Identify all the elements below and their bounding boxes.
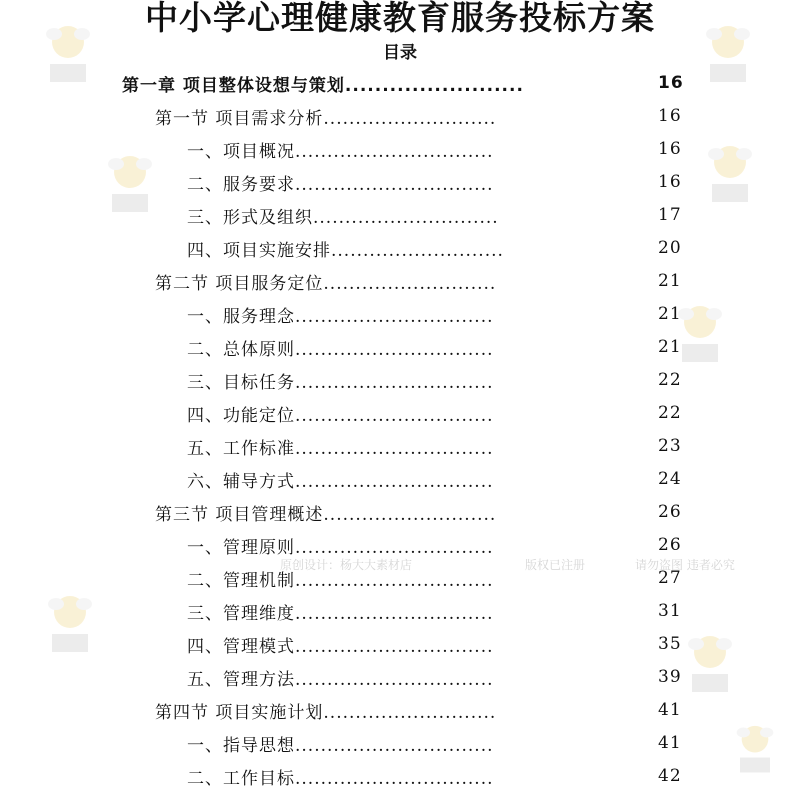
toc-section-entry[interactable]: [0, 101, 800, 131]
toc-item-entry[interactable]: [0, 233, 800, 263]
document-title: 中小学心理健康教育服务投标方案: [145, 0, 655, 37]
toc-page-number: 39: [658, 667, 682, 687]
toc-page-number: 16: [658, 106, 682, 126]
toc-entry-label: 一、管理原则...............................: [187, 537, 494, 558]
toc-entry-label: 三、目标任务...............................: [187, 372, 494, 393]
toc-page-number: 20: [658, 238, 682, 258]
toc-page-number: 16: [658, 73, 684, 93]
toc-entry-label: 二、工作目标...............................: [187, 768, 494, 789]
toc-page-number: 21: [658, 271, 682, 291]
toc-page-number: 21: [658, 304, 682, 324]
watermark-notice: 原创设计：杨大大素材店: [280, 558, 413, 572]
toc-item-entry[interactable]: [0, 464, 800, 494]
toc-item-entry[interactable]: [0, 629, 800, 659]
toc-page-number: 24: [658, 469, 682, 489]
toc-item-entry[interactable]: [0, 596, 800, 626]
toc-item-entry[interactable]: [0, 530, 800, 560]
toc-item-entry[interactable]: [0, 332, 800, 362]
toc-item-entry[interactable]: [0, 167, 800, 197]
toc-item-entry[interactable]: [0, 200, 800, 230]
toc-item-entry[interactable]: [0, 365, 800, 395]
toc-item-entry[interactable]: [0, 563, 800, 593]
toc-page-number: 26: [658, 535, 682, 555]
toc-item-entry[interactable]: [0, 431, 800, 461]
toc-page-number: 26: [658, 502, 682, 522]
toc-page-number: 16: [658, 139, 682, 159]
toc-page-number: 42: [658, 766, 682, 786]
toc-chapter-entry[interactable]: [0, 68, 800, 98]
toc-entry-label: 六、辅导方式...............................: [187, 471, 494, 492]
toc-entry-label: 第三节 项目管理概述...........................: [155, 504, 497, 525]
toc-page-number: 22: [658, 403, 682, 423]
toc-entry-label: 第一章 项目整体设想与策划........................: [122, 75, 524, 96]
toc-section-entry[interactable]: [0, 497, 800, 527]
toc-page-number: 41: [658, 733, 682, 753]
toc-page-number: 35: [658, 634, 682, 654]
toc-section-entry[interactable]: [0, 266, 800, 296]
toc-item-entry[interactable]: [0, 662, 800, 692]
toc-entry-label: 五、管理方法...............................: [187, 669, 494, 690]
toc-entry-label: 二、管理机制...............................: [187, 570, 494, 591]
toc-page-number: 21: [658, 337, 682, 357]
toc-entry-label: 第一节 项目需求分析...........................: [155, 108, 497, 129]
toc-item-entry[interactable]: [0, 728, 800, 758]
toc-entry-label: 四、管理模式...............................: [187, 636, 494, 657]
toc-entry-label: 五、工作标准...............................: [187, 438, 494, 459]
toc-entry-label: 一、服务理念...............................: [187, 306, 494, 327]
toc-section-entry[interactable]: [0, 695, 800, 725]
toc-entry-label: 一、项目概况...............................: [187, 141, 494, 162]
toc-entry-label: 三、管理维度...............................: [187, 603, 494, 624]
toc-entry-label: 四、功能定位...............................: [187, 405, 494, 426]
toc-entry-label: 二、总体原则...............................: [187, 339, 494, 360]
toc-page-number: 23: [658, 436, 682, 456]
toc-page-number: 41: [658, 700, 682, 720]
toc-page-number: 17: [658, 205, 682, 225]
watermark-notice: 请勿盗图 违者必究: [635, 558, 735, 572]
toc-heading: 目录: [383, 43, 417, 63]
toc-entry-label: 四、项目实施安排...........................: [187, 240, 504, 261]
toc-entry-label: 三、形式及组织.............................: [187, 207, 499, 228]
toc-entry-label: 第二节 项目服务定位...........................: [155, 273, 497, 294]
toc-page-number: 22: [658, 370, 682, 390]
toc-entry-label: 第四节 项目实施计划...........................: [155, 702, 497, 723]
toc-entry-label: 一、指导思想...............................: [187, 735, 494, 756]
watermark-notice: 版权已注册: [525, 558, 586, 572]
toc-item-entry[interactable]: [0, 761, 800, 791]
toc-item-entry[interactable]: [0, 134, 800, 164]
toc-entry-label: 二、服务要求...............................: [187, 174, 494, 195]
toc-page-number: 16: [658, 172, 682, 192]
toc-item-entry[interactable]: [0, 398, 800, 428]
toc-page-number: 31: [658, 601, 682, 621]
toc-item-entry[interactable]: [0, 299, 800, 329]
toc-page-number: 27: [658, 568, 682, 588]
